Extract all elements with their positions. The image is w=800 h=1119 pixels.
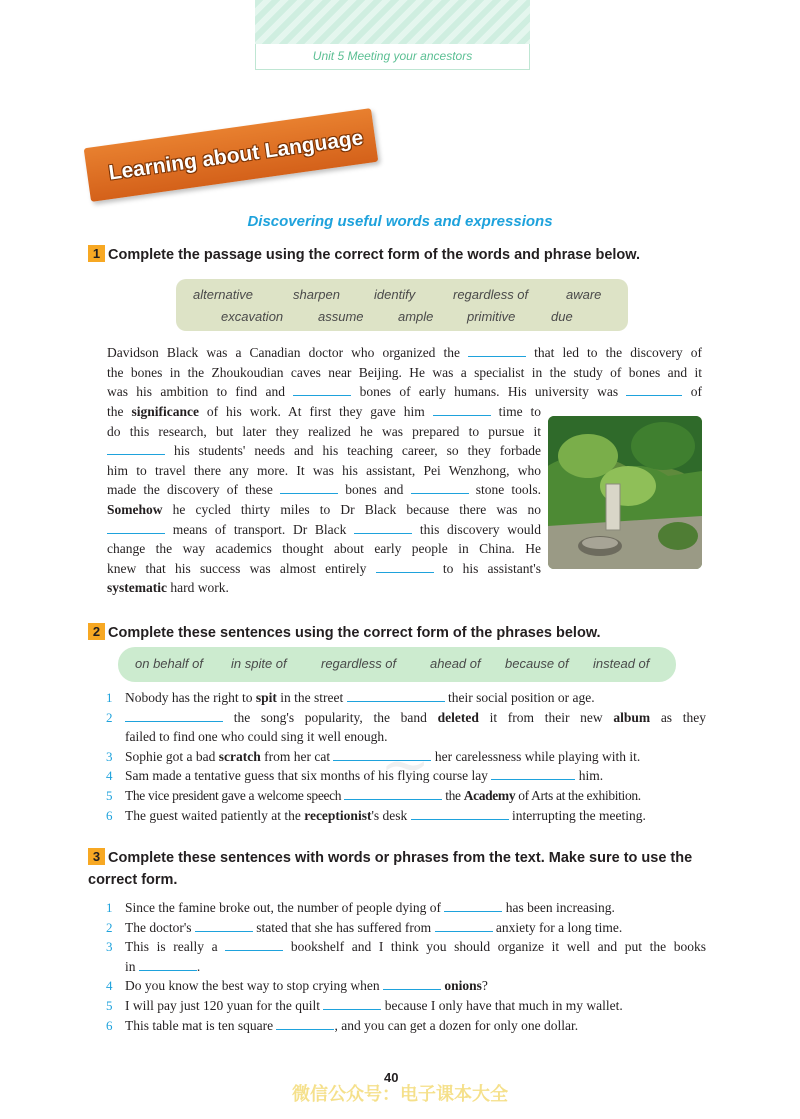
answer-blank[interactable]: [383, 978, 441, 990]
word-bank-item: excavation: [221, 309, 284, 324]
answer-blank[interactable]: [468, 345, 526, 357]
exercise-instruction: Complete the passage using the correct form of the words and phrase below.: [108, 247, 641, 263]
sentence-item: 1 Nobody has the right to spit in the street their social position or age.: [106, 690, 595, 705]
passage-line: knew that his success was almost entirely to his assistant's: [107, 560, 541, 576]
answer-blank[interactable]: [107, 443, 165, 455]
exercise-3-heading: [88, 847, 708, 891]
word-bank-item: identify: [374, 287, 416, 302]
answer-blank[interactable]: [354, 522, 412, 534]
passage-line: his students' needs and his teaching career, so they forbade: [107, 441, 541, 461]
passage-line: the significance of his work. At first they gave him time to: [107, 404, 542, 419]
answer-blank[interactable]: [107, 522, 165, 534]
answer-blank[interactable]: [225, 939, 283, 951]
answer-blank[interactable]: [276, 1018, 334, 1030]
answer-blank[interactable]: [626, 384, 682, 396]
background-watermark: ~: [380, 730, 431, 800]
answer-blank[interactable]: [125, 710, 223, 722]
phrase-bank-item: in spite of: [231, 656, 287, 671]
sentence-item: 5 The vice president gave a welcome speech the Academy of Arts at the exhibition.: [106, 787, 641, 803]
answer-blank[interactable]: [195, 920, 253, 932]
passage-line: him to travel there any more. It was his assistant, Pei Wenzhong, who: [107, 462, 541, 478]
passage-line: systematic hard work.: [107, 580, 229, 596]
answer-blank[interactable]: [344, 788, 442, 800]
exercise-3-sentences: [106, 898, 706, 1035]
sentence-item: 3 This is really a bookshelf and I think you should organize it well and put the books in .: [106, 939, 706, 974]
passage-line: made the discovery of these bones and stone tools.: [107, 482, 541, 498]
passage-line: do this research, but later they realized he was prepared to pursue it: [107, 423, 541, 439]
answer-blank[interactable]: [433, 404, 491, 416]
passage-line: Davidson Black was a Canadian doctor who organized the that led to the discovery of: [107, 345, 703, 360]
sentence-item: 6 This table mat is ten square , and you can get a dozen for only one dollar.: [106, 1017, 579, 1033]
passage-line: means of transport. Dr Black this discovery would: [107, 520, 541, 540]
answer-blank[interactable]: [411, 482, 469, 494]
answer-blank[interactable]: [444, 900, 502, 912]
sentence-item: 3 Sophie got a bad scratch from her cat her carelessness while playing with it.: [106, 748, 641, 764]
word-bank-item: sharpen: [293, 287, 340, 302]
phrase-bank-item: because of: [505, 656, 569, 671]
word-bank-item: assume: [318, 309, 364, 324]
answer-blank[interactable]: [280, 482, 338, 494]
word-bank-item: aware: [566, 287, 602, 302]
word-bank-item: due: [551, 309, 573, 324]
sentence-item: 4 Sam made a tentative guess that six months of his flying course lay him.: [106, 768, 604, 784]
passage-line: the bones in the Zhoukoudian caves near Beijing. He was a specialist in the study of bones and it: [107, 364, 702, 380]
passage-line: was his ambition to find and bones of early humans. His university was of: [107, 384, 703, 400]
footer-watermark: 微信公众号：电子课本大全: [292, 1084, 508, 1105]
answer-blank[interactable]: [376, 561, 434, 573]
phrase-bank-item: instead of: [593, 656, 650, 671]
answer-blank[interactable]: [411, 808, 509, 820]
word-bank-item: primitive: [467, 309, 516, 324]
sentence-item: 2 the song's popularity, the band deleted it from their new album as they failed to find one who could sing it well enough.: [106, 709, 707, 745]
word-bank-item: regardless of: [453, 287, 529, 302]
sentence-item: 6 The guest waited patiently at the receptionist's desk interrupting the meeting.: [106, 807, 646, 823]
exercise-number-badge: 2: [88, 623, 105, 640]
answer-blank[interactable]: [347, 690, 445, 702]
phrase-bank-item: regardless of: [321, 656, 397, 671]
exercise-2-heading: [88, 622, 718, 644]
answer-blank[interactable]: [435, 920, 493, 932]
sentence-item: 4 Do you know the best way to stop crying when onions?: [106, 978, 488, 994]
unit-title: Unit 5 Meeting your ancestors: [255, 44, 530, 70]
exercise-number-badge: 3: [88, 848, 105, 865]
word-bank: [176, 279, 628, 331]
exercise-instruction: Complete these sentences with words or phrases from the text. Make sure to use the correct form.: [88, 850, 693, 888]
answer-blank[interactable]: [491, 768, 575, 780]
page-number: 40: [384, 1070, 399, 1085]
phrase-bank-item: on behalf of: [135, 656, 203, 671]
word-bank-item: ample: [398, 309, 434, 324]
passage-line: change the way academics thought about early people in China. He: [107, 541, 541, 557]
passage-top: [107, 343, 702, 402]
sentence-item: 2 The doctor's stated that she has suffered from anxiety for a long time.: [106, 919, 623, 935]
phrase-bank-item: ahead of: [430, 656, 481, 671]
exercise-1-heading: [88, 244, 718, 266]
passage-beside-photo: [107, 402, 541, 598]
section-banner-title: Learning about Language: [107, 126, 365, 185]
exercise-2-sentences: [106, 688, 706, 825]
phrase-bank: [118, 647, 676, 682]
cave-landscape-image: [548, 416, 702, 569]
answer-blank[interactable]: [333, 749, 431, 761]
exercise-instruction: Complete these sentences using the correct form of the phrases below.: [108, 625, 601, 641]
header-pattern-band: [255, 0, 530, 44]
section-subtitle: Discovering useful words and expressions: [247, 213, 553, 230]
answer-blank[interactable]: [323, 998, 381, 1010]
sentence-item: 5 I will pay just 120 yuan for the quilt because I only have that much in my wallet.: [106, 997, 623, 1013]
word-bank-item: alternative: [193, 287, 253, 302]
passage-line: Somehow he cycled thirty miles to Dr Black because there was no: [107, 501, 542, 517]
exercise-number-badge: 1: [88, 245, 105, 262]
sentence-item: 1 Since the famine broke out, the number of people dying of has been increasing.: [106, 900, 615, 915]
answer-blank[interactable]: [293, 384, 351, 396]
answer-blank[interactable]: [139, 959, 197, 971]
zhoukoudian-cave-photo: [548, 416, 702, 569]
